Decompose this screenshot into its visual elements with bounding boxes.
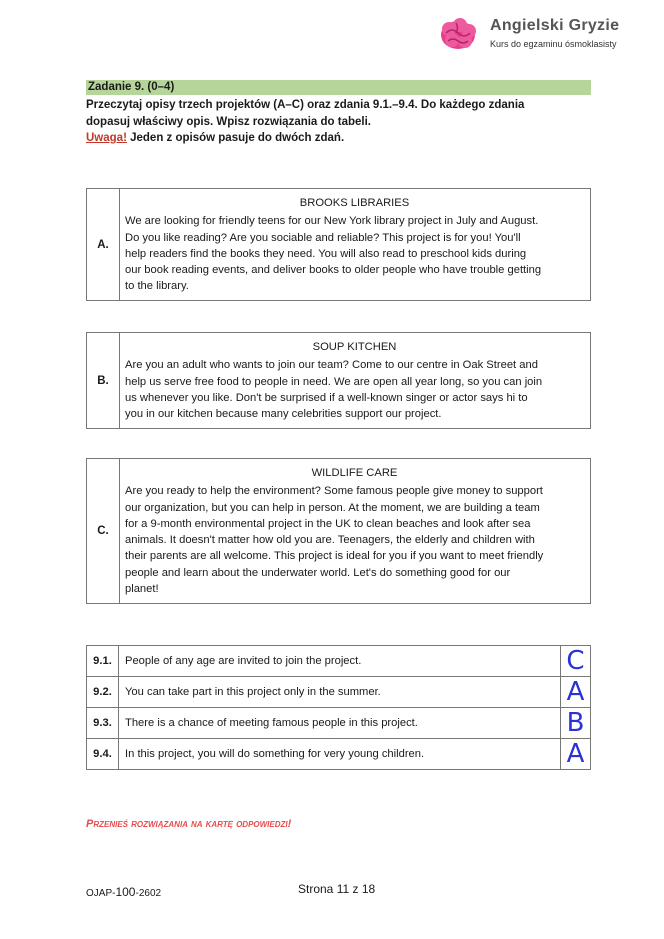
note-text: Jeden z opisów pasuje do dwóch zdań.: [126, 132, 345, 144]
brand-logo: [438, 15, 638, 55]
project-box-c: [86, 458, 591, 604]
question-text: People of any age are invited to join the project.: [119, 646, 561, 677]
project-text-line: people and learn about the underwater world. Let's do something good for our: [125, 566, 511, 579]
page-number: Strona 11 z 18: [298, 882, 376, 896]
project-text-line: you in our kitchen because many celebrities support our project.: [125, 408, 442, 421]
brand-tagline: Kurs do egzaminu ósmoklasisty: [490, 39, 617, 49]
instruction-line: Przeczytaj opisy trzech projektów (A–C) oraz zdania 9.1.–9.4. Do każdego zdania: [86, 99, 525, 111]
question-number: 9.1.: [87, 646, 119, 677]
instruction-line: dopasuj właściwy opis. Wpisz rozwiązania do tabeli.: [86, 115, 372, 128]
project-text-line: to the library.: [125, 280, 189, 293]
project-letter: A.: [87, 189, 120, 300]
project-text-line: help us serve free food to people in need. We are open all year long, so you can join: [125, 375, 543, 388]
project-title: BROOKS LIBRARIES: [299, 197, 410, 209]
project-text-line: planet!: [125, 583, 159, 596]
table-row: [87, 739, 591, 770]
project-title: SOUP KITCHEN: [312, 341, 397, 353]
table-row: [87, 646, 591, 677]
project-text-line: We are looking for friendly teens for our New York library project in July and August.: [125, 215, 539, 228]
code-suffix: -2602: [135, 888, 162, 899]
project-text-line: Are you an adult who wants to join our team? Come to our centre in Oak Street and: [125, 359, 538, 372]
project-letter: C.: [87, 459, 120, 603]
project-box-b: [86, 332, 591, 429]
project-text-line: animals. It doesn't matter how old you are. Teenagers, the elderly and children with: [125, 534, 535, 547]
task-note: [86, 130, 591, 147]
footer-code: [86, 885, 161, 899]
answer-cell[interactable]: A: [561, 739, 591, 770]
project-box-a: [86, 188, 591, 301]
question-number: 9.2.: [87, 677, 119, 708]
code-prefix: OJAP-: [86, 888, 116, 899]
answer-cell[interactable]: B: [561, 708, 591, 739]
project-title: WILDLIFE CARE: [311, 467, 398, 479]
project-text-line: their parents are all welcome. This project is ideal for you if you want to meet friendly: [125, 550, 544, 563]
brand-name: Angielski Gryzie: [490, 17, 620, 34]
transfer-note: Przenieś rozwiązania na kartę odpowiedzi!: [86, 818, 292, 830]
question-text: There is a chance of meeting famous people in this project.: [119, 708, 561, 739]
answer-table: [86, 645, 591, 770]
question-number: 9.4.: [87, 739, 119, 770]
answer-cell[interactable]: A: [561, 677, 591, 708]
code-main: 100: [115, 885, 136, 899]
table-row: [87, 708, 591, 739]
table-row: [87, 677, 591, 708]
project-text-line: us whenever you like. Don't be surprised if a well-known singer or actor says hi to: [125, 391, 528, 404]
task-instruction: [86, 97, 591, 147]
project-text-line: for a 9-month environmental project in the UK to clean beaches and look after sea: [125, 517, 531, 530]
question-text: You can take part in this project only in the summer.: [119, 677, 561, 708]
project-text-line: our book reading events, and deliver books to older people who have trouble getting: [125, 264, 542, 277]
project-text-line: our organization, but you can help in person. At the moment, we are building a team: [125, 501, 540, 514]
project-letter: B.: [87, 333, 120, 428]
answer-cell[interactable]: C: [561, 646, 591, 677]
task-header: Zadanie 9. (0–4): [86, 80, 591, 95]
project-text-line: Do you like reading? Are you sociable and reliable? This project is for you! You'll: [125, 231, 521, 244]
question-text: In this project, you will do something for very young children.: [119, 739, 561, 770]
question-number: 9.3.: [87, 708, 119, 739]
note-label: Uwaga!: [86, 132, 127, 144]
project-text-line: Are you ready to help the environment? Some famous people give money to support: [125, 485, 543, 498]
project-text-line: help readers find the books they need. You will also read to preschool kids during: [125, 247, 527, 260]
brain-icon: [438, 15, 482, 55]
